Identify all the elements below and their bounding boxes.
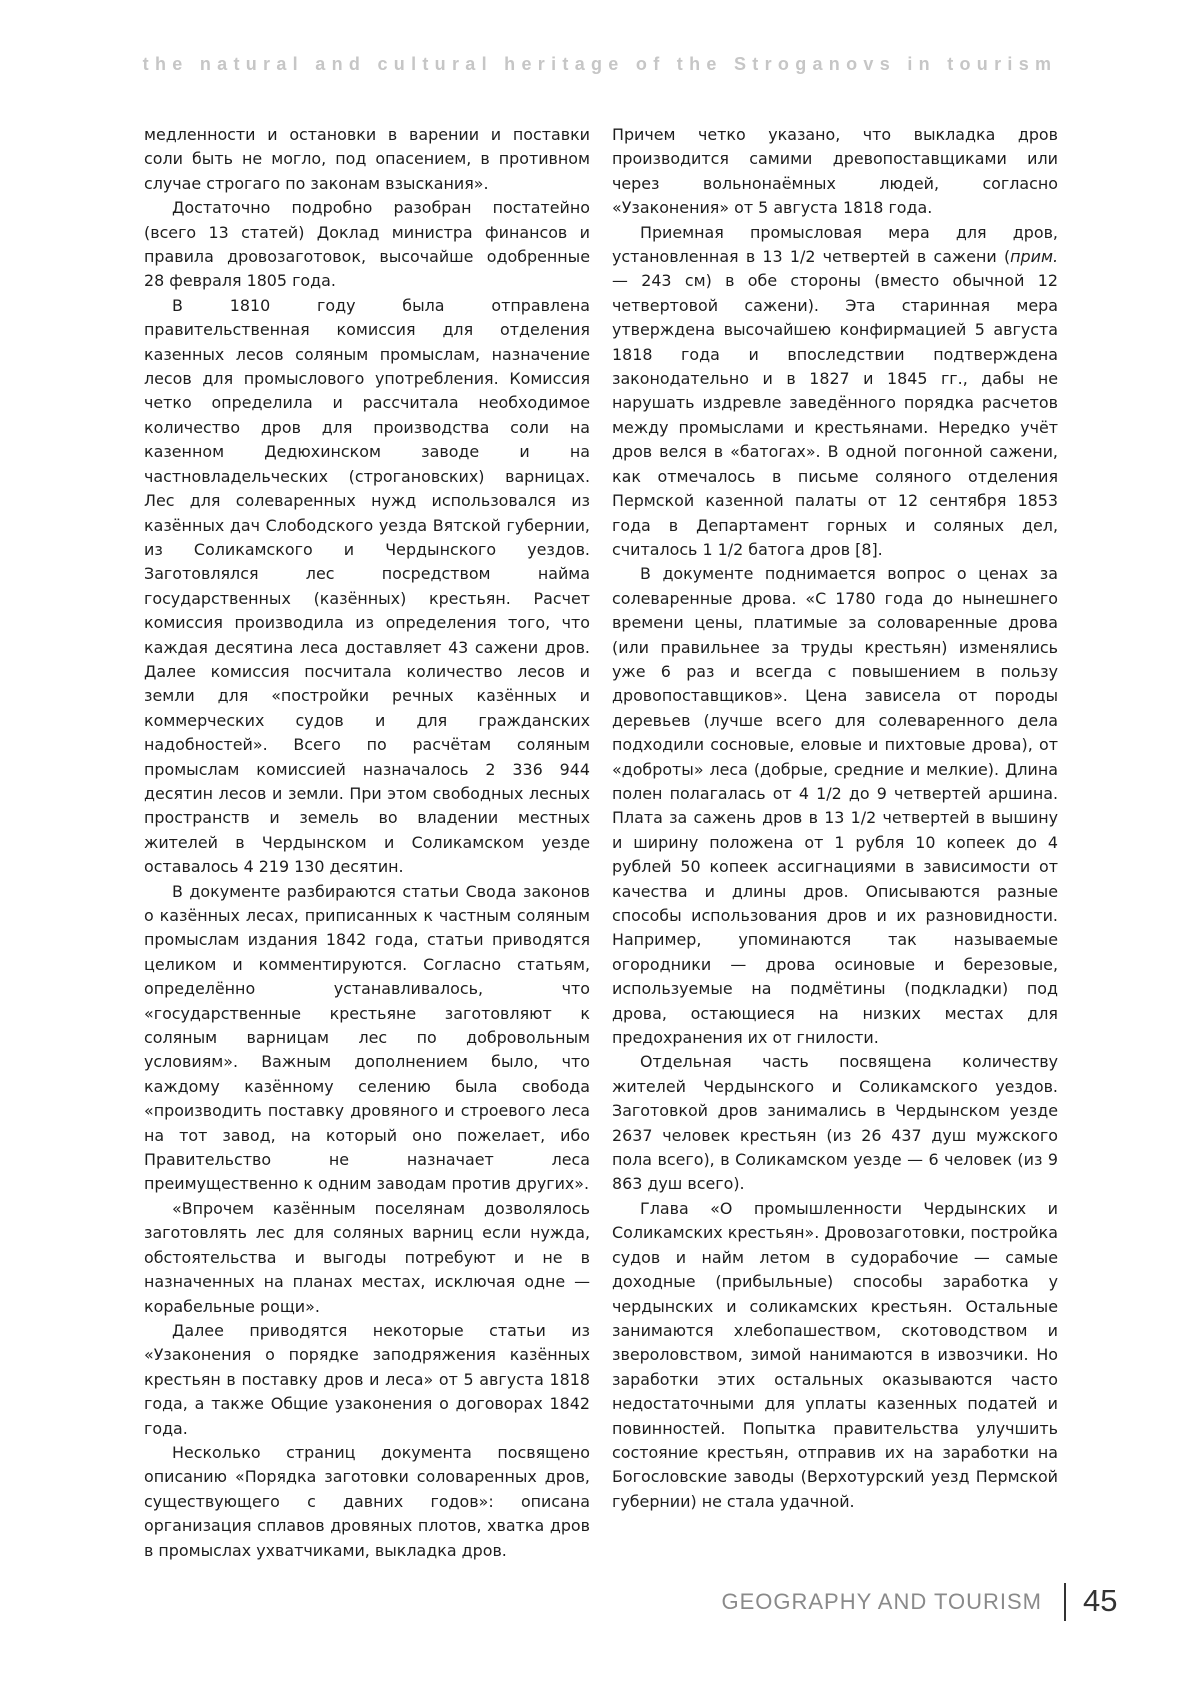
footer-section-title: GEOGRAPHY AND TOURISM (721, 1589, 1042, 1614)
page-number: 45 (1083, 1583, 1118, 1618)
left-column (144, 123, 590, 1563)
paragraph: Причем четко указано, что выкладка дров производится самими древопоставщиками или через вольнонаёмных людей, согласно «Узаконения» от 5 августа 1818 года. (612, 125, 1058, 218)
paragraph: Достаточно подробно разобран постатейно (всего 13 статей) Доклад министра финансов и правила дровозаготовок, высочайше одобренные 28 февраля 1805 года. (144, 198, 590, 291)
paragraph: Глава «О промышленности Чердынских и Соликамских крестьян». Дровозаготовки, постройка судов и найм летом в судорабочие — самые доходные (прибыльные) способы заработка у чердынских и соликамских крестьян. Остальные занимаются хлебопашеством, скотоводством и звероловством, зимой нанимаются в извозчики. Но заработки этих остальных оказываются часто недостаточными для уплаты казенных податей и повинностей. Попытка правительства улучшить состояние крестьян, отправив их на заработки на Богословские заводы (Верхотурский уезд Пермской губернии) не стала удачной. (612, 1198, 1058, 1511)
paragraph: В документе поднимается вопрос о ценах за солеваренные дрова. «С 1780 года до нынешнего времени цены, платимые за соловаренные дрова (или правильнее за труды крестьян) изменялись уже 6 раз и всегда с повышением в пользу дровопоставщиков». Цена зависела от породы деревьев (лучше всего для солеваренного дела подходили сосновые, еловые и пихтовые дрова), от «доброты» леса (добрые, средние и мелкие). Длина полен полагалась от 4 1/2 до 9 четвертей аршина. Плата за сажень дров в 13 1/2 четвертей в вышину и ширину положена от 1 рубля 10 копеек до 4 рублей 50 копеек ассигнациями в зависимости от качества и длины дров. Описываются разные способы использования дров и их разновидности. Например, упоминаются так называемые огородники — дрова осиновые и березовые, используемые на подмётины (подкладки) под дрова, остающиеся на низких местах для предохранения их от гнилости. (612, 564, 1058, 1048)
page-footer (0, 1583, 1200, 1623)
footer-divider (1064, 1583, 1066, 1621)
running-header: the natural and cultural heritage of the Stroganovs in tourism (142, 54, 1058, 74)
paragraph: «Впрочем казённым поселянам дозволялось заготовлять лес для соляных варниц если нужда, обстоятельства и выгоды потребуют и не в назначенных на планах местах, исключая одне — корабельные рощи». (144, 1198, 590, 1316)
paragraph: В документе разбираются статьи Свода законов о казённых лесах, приписанных к частным соляным промыслам издания 1842 года, статьи приводятся целиком и комментируются. Согласно статьям, определённо устанавливалось, что «государственные крестьяне заготовляют к соляным варницам лес по добровольным условиям». Важным дополнением было, что каждому казённому селению была свобода «производить поставку дровяного и строевого леса на тот завод, на который оно пожелает, ибо Правительство не назначает леса преимущественно к одним заводам против других». (144, 881, 590, 1194)
text-run: — 243 см) в обе стороны (вместо обычной 12 четвертовой сажени). Эта старинная мера утверждена высочайшею конфирмацией 5 августа 1818 года и впоследствии подтверждена законодательно и в 1827 и 1845 гг., дабы не нарушать издревле заведённого порядка расчетов между промыслами и крестьянами. Нередко учёт дров велся в «батогах». В одной погонной сажени, как отмечалось в письме соляного отделения Пермской казенной палаты от 12 сентября 1853 года в Департамент горных и соляных дел, считалось 1 1/2 батога дров [8]. (612, 271, 1058, 559)
paragraph: Отдельная часть посвящена количеству жителей Чердынского и Соликамского уездов. Заготовкой дров занимались в Чердынском уезде 2637 человек крестьян (из 26 437 душ мужского пола всего), в Соликамском уезде — 6 человек (из 9 863 душ всего). (612, 1052, 1058, 1194)
italic-note: прим. (1010, 247, 1058, 267)
right-column (612, 123, 1058, 1514)
paragraph: Несколько страниц документа посвящено описанию «Порядка заготовки соловаренных дров, существующего с давних годов»: описана организация сплавов дровяных плотов, хватка дров в промыслах ухватчиками, выкладка дров. (144, 1442, 590, 1560)
text-run: Приемная промысловая мера для дров, установленная в 13 1/2 четвертей в сажени ( (612, 222, 1058, 267)
paragraph: Далее приводятся некоторые статьи из «Узаконения о порядке заподряжения казённых крестьян в поставку дров и леса» от 5 августа 1818 года, а также Общие узаконения о договорах 1842 года. (144, 1320, 590, 1438)
paragraph: медленности и остановки в варении и поставки соли быть не могло, под опасением, в противном случае строгаго по законам взыскания». (144, 125, 590, 193)
paragraph: В 1810 году была отправлена правительственная комиссия для отделения казенных лесов соляным промыслам, назначение лесов для промыслового употребления. Комиссия четко определила и рассчитала необходимое количество дров для производства соли на казенном Дедюхинском заводе и на частновладельческих (строгановских) варницах. Лес для солеваренных нужд использовался из казённых дач Слободского уезда Вятской губернии, из Соликамского и Чердынского уездов. Заготовлялся лес посредством найма государственных (казённых) крестьян. Расчет комиссия производила из определения того, что каждая десятина леса доставляет 43 сажени дров. Далее комиссия посчитала количество лесов и земли для «постройки речных казённых и коммерческих судов и для гражданских надобностей». Всего по расчётам соляным промыслам комиссией назначалось 2 336 944 десятин лесов и земли. При этом свободных лесных пространств и земель во владении местных жителей в Чердынском и Соликамском уезде оставалось 4 219 130 десятин. (144, 295, 590, 877)
paragraph (612, 221, 1058, 563)
